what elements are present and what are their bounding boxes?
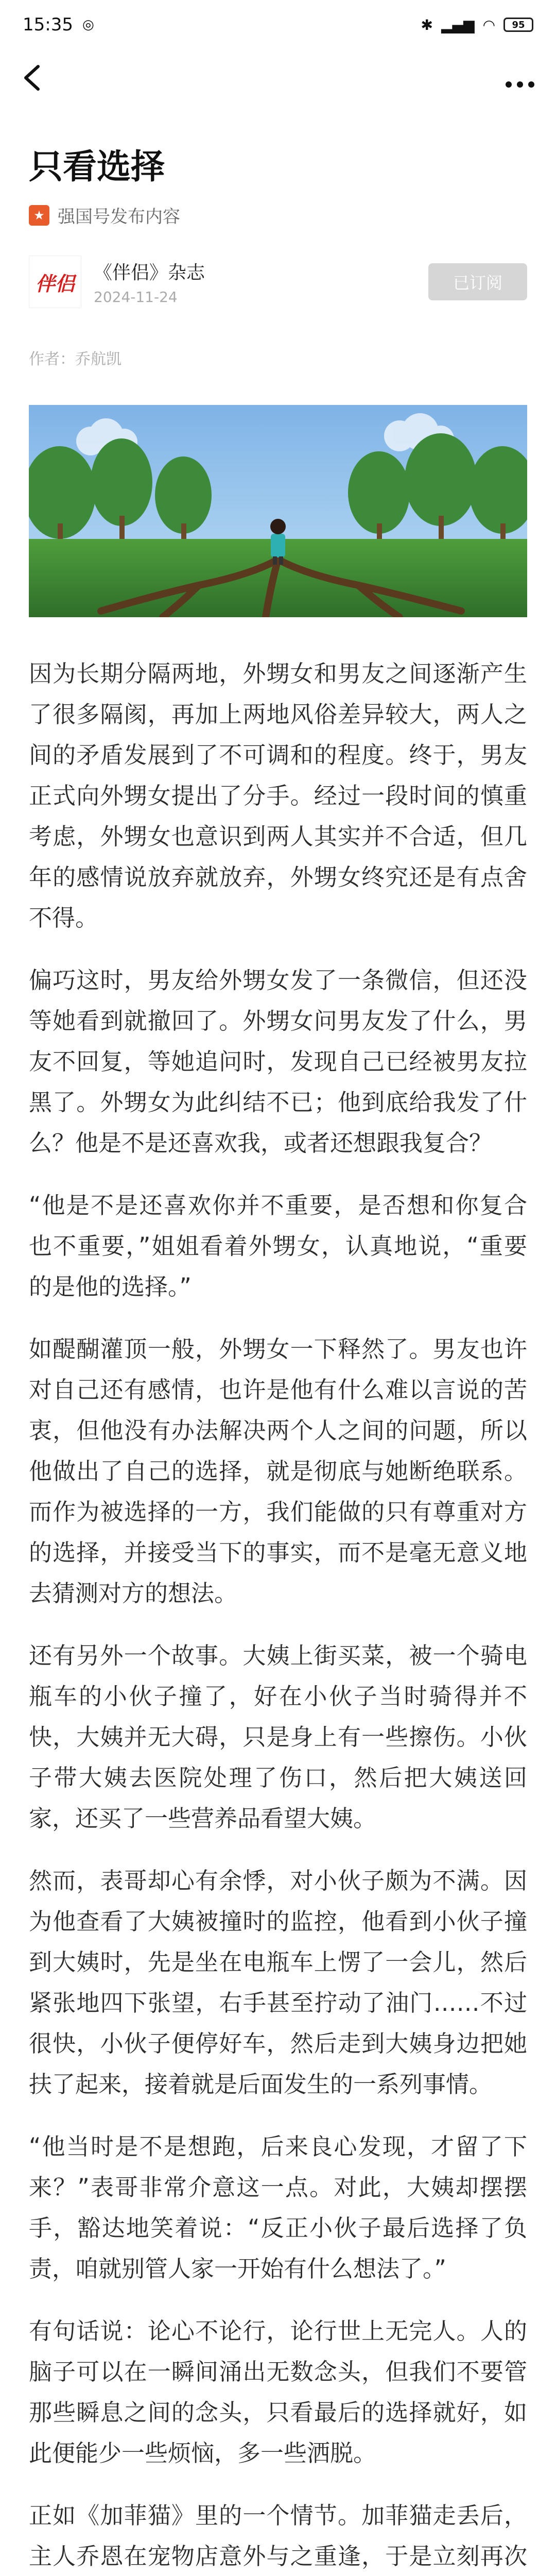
battery-level: 95 [512, 19, 525, 30]
subscribe-button[interactable]: 已订阅 [428, 263, 527, 300]
bluetooth-icon: ✱ [421, 16, 433, 33]
status-right [421, 16, 533, 33]
publish-date: 2024-11-24 [94, 289, 178, 306]
article-paragraph: “他当时是不是想跑，后来良心发现，才留了下来？”表哥非常介意这一点。对此，大姨却摆摆手，豁达地笑着说：“反正小伙子最后选择了负责，咱就别管人家一开始有什么想法了。” [29, 2133, 527, 2282]
source-line [29, 202, 527, 228]
strong-nation-icon: ★ [29, 205, 49, 226]
publisher-logo-text: 伴侣 [35, 272, 75, 295]
top-navigation [0, 49, 556, 111]
publisher-info [29, 256, 205, 308]
article-paragraph: 正如《加菲猫》里的一个情节。加菲猫走丢后，主人乔恩在宠物店意外与之重逢，于是立刻再次 [29, 2502, 527, 2570]
article-paragraph: 有句话说：论心不论行，论行世上无完人。人的脑子可以在一瞬间涌出无数念头，但我们不要管那些瞬息之间的念头，只看最后的选择就好，如此便能少一些烦恼，多一些洒脱。 [29, 2317, 527, 2467]
article-paragraph: 偏巧这时，男友给外甥女发了一条微信，但还没等她看到就撤回了。外甥女问男友发了什么，男友不回复，等她追问时，发现自己已经被男友拉黑了。外甥女为此纠结不已；他到底给我发了什么？他是不是还喜欢我，或者还想跟我复合？ [29, 967, 527, 1157]
article-illustration [29, 405, 527, 617]
article-paragraph: 还有另外一个故事。大姨上街买菜，被一个骑电瓶车的小伙子撞了，好在小伙子当时骑得并不快，大姨并无大碍，只是身上有一些擦伤。小伙子带大姨去医院处理了伤口，然后把大姨送回家，还买了一些营养品看望大姨。 [29, 1642, 527, 1832]
status-time: 15:35 [23, 14, 73, 35]
source-label: 强国号发布内容 [58, 207, 180, 227]
article-paragraph: “他是不是还喜欢你并不重要，是否想和你复合也不重要，”姐姐看着外甥女，认真地说，“重要的是他的选择。” [29, 1192, 527, 1300]
publisher-card[interactable] [29, 253, 527, 310]
publisher-text [94, 258, 205, 306]
signal-icon: ▂▄▆ [441, 16, 475, 33]
status-bar [0, 0, 556, 49]
more-dots-icon[interactable] [505, 66, 535, 95]
publisher-logo [29, 256, 81, 308]
status-left [23, 14, 94, 35]
article-body [29, 653, 527, 2576]
notification-icon: ◎ [82, 17, 94, 32]
article-title: 只看选择 [29, 147, 165, 187]
article-content [29, 118, 527, 2576]
wifi-icon: ◠ [482, 16, 495, 33]
article-author: 作者：乔航凯 [29, 350, 121, 368]
battery-icon [503, 18, 533, 32]
back-arrow-icon[interactable] [21, 63, 43, 98]
article-paragraph: 如醍醐灌顶一般，外甥女一下释然了。男友也许对自己还有感情，也许是他有什么难以言说的苦衷，但他没有办法解决两个人之间的问题，所以他做出了自己的选择，就是彻底与她断绝联系。而作为被选择的一方，我们能做的只有尊重对方的选择，并接受当下的事实，而不是毫无意义地去猜测对方的想法。 [29, 1335, 527, 1607]
article-paragraph: 因为长期分隔两地，外甥女和男友之间逐渐产生了很多隔阂，再加上两地风俗差异较大，两人之间的矛盾发展到了不可调和的程度。终于，男友正式向外甥女提出了分手。经过一段时间的慎重考虑，外甥女也意识到两人其实并不合适，但几年的感情说放弃就放弃，外甥女终究还是有点舍不得。 [29, 660, 527, 931]
publisher-name: 《伴侣》杂志 [94, 262, 205, 283]
article-paragraph: 然而，表哥却心有余悸，对小伙子颇为不满。因为他查看了大姨被撞时的监控，他看到小伙子撞到大姨时，先是坐在电瓶车上愣了一会儿，然后紧张地四下张望，右手甚至拧动了油门……不过很快，小伙子便停好车，然后走到大姨身边把她扶了起来，接着就是后面发生的一系列事情。 [29, 1867, 527, 2098]
